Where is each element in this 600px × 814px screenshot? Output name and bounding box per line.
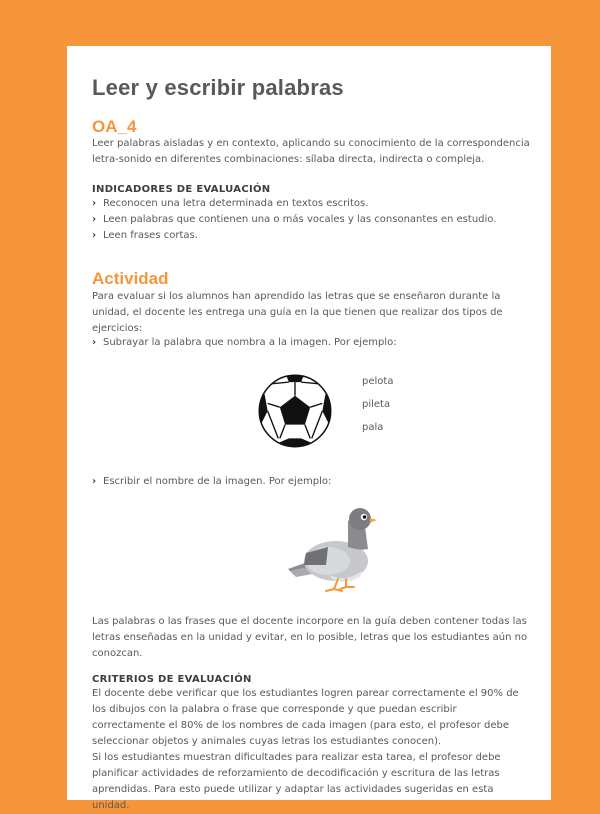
pigeon-icon (286, 501, 386, 596)
exercise-2-item (92, 474, 331, 490)
criterios-paragraph-2: Si los estudiantes muestran dificultades para realizar esta tarea, el profesor debe planificar actividades de reforzamiento de decodificación y escritura de las letras aprendidas. Para esto puede utilizar y adaptar las actividades sugeridas en esta unidad. (92, 752, 501, 811)
indicador-item (92, 228, 496, 244)
word-option-pala: pala (362, 422, 384, 433)
actividad-note: Las palabras o las frases que el docente incorpore en la guía deben contener todas las letras enseñadas en la unidad y evitar, en lo posible, letras que los estudiantes aún no conozcan. (92, 616, 528, 659)
chevron-right-icon: › (92, 214, 97, 225)
actividad-heading: Actividad (92, 269, 169, 288)
soccer-ball-icon (257, 373, 333, 449)
exercise-2-text: Escribir el nombre de la imagen. Por ejemplo: (103, 476, 332, 487)
oa-description: Leer palabras aisladas y en contexto, aplicando su conocimiento de la correspondencia letra-sonido en diferentes combinaciones: sílaba directa, indirecta o compleja. (92, 138, 530, 165)
criterios-paragraph-1: El docente debe verificar que los estudiantes logren parear correctamente el 90% de los dibujos con la palabra o frase que corresponde y que puedan escribir correctamente el 80% de los nombres de cada imagen (para esto, el profesor debe seleccionar objetos y animales cuyas letras los estudiantes conocen). (92, 688, 519, 747)
exercise-2-instruction (92, 474, 331, 490)
criterios-heading: CRITERIOS DE EVALUACIÓN (92, 674, 252, 685)
exercise-1-item (92, 335, 397, 351)
indicador-text: Leen palabras que contienen una o más vocales y las consonantes en estudio. (103, 214, 497, 225)
chevron-right-icon: › (92, 230, 97, 241)
actividad-intro: Para evaluar si los alumnos han aprendido las letras que se enseñaron durante la unidad, el docente les entrega una guía en la que tienen que realizar dos tipos de ejercicios: (92, 291, 503, 334)
exercise-1-text: Subrayar la palabra que nombra a la imagen. Por ejemplo: (103, 337, 397, 348)
indicadores-list (92, 196, 496, 244)
word-options-list (362, 374, 393, 443)
exercise-1-instruction (92, 335, 397, 351)
page-title: Leer y escribir palabras (92, 75, 344, 100)
chevron-right-icon: › (92, 198, 97, 209)
indicador-text: Leen frases cortas. (103, 230, 198, 241)
oa-code-heading: OA_4 (92, 117, 137, 136)
document-page (67, 46, 551, 811)
indicador-item (92, 212, 496, 228)
indicador-text: Reconocen una letra determinada en textos escritos. (103, 198, 369, 209)
chevron-right-icon: › (92, 476, 97, 487)
indicadores-heading: INDICADORES DE EVALUACIÓN (92, 184, 271, 195)
chevron-right-icon: › (92, 337, 97, 348)
indicador-item (92, 196, 496, 212)
word-option-pelota: pelota (362, 376, 394, 387)
word-option-pileta: pileta (362, 399, 391, 410)
